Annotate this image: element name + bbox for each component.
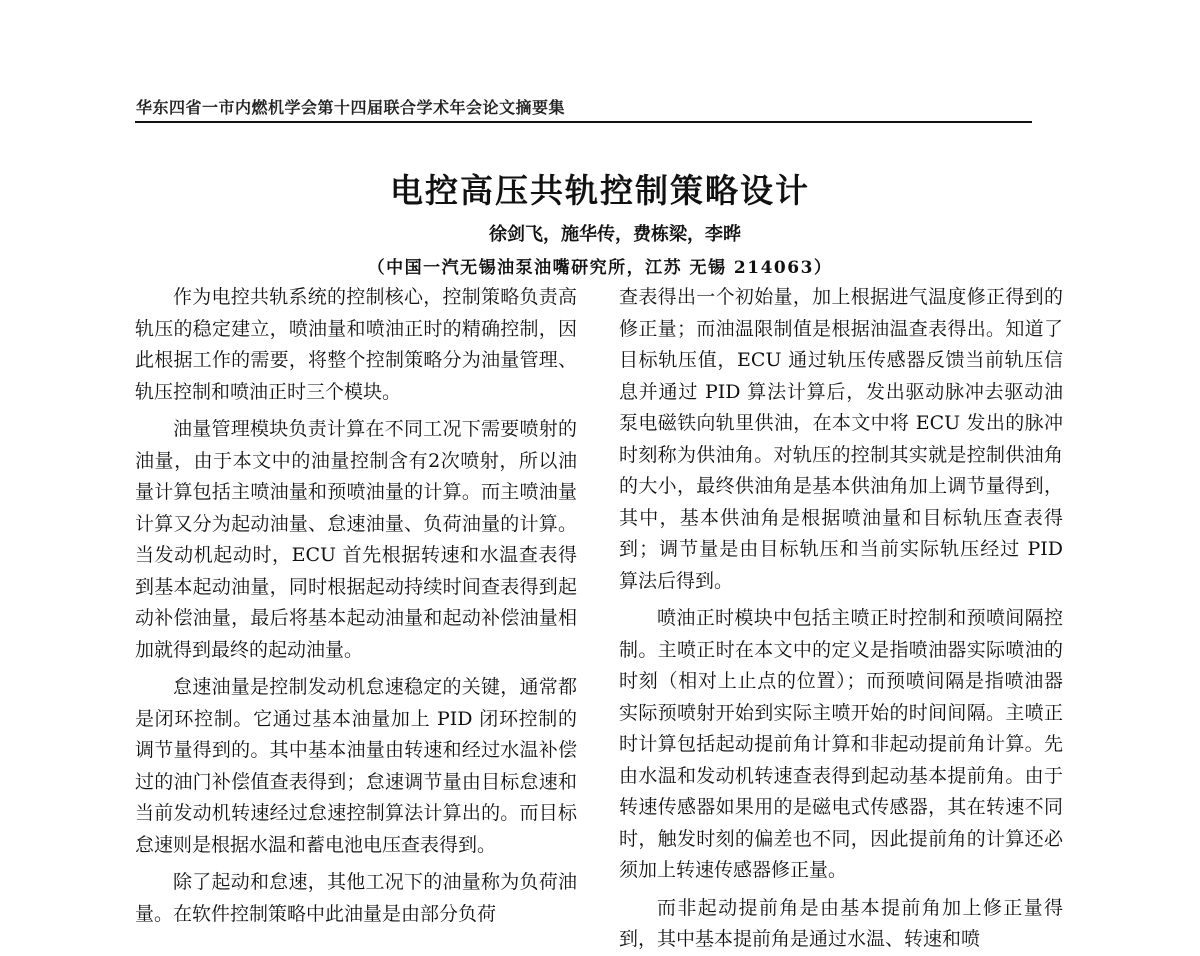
article-title: 电控高压共轨控制策略设计 — [390, 171, 810, 210]
paragraph: 喷油正时模块中包括主喷正时控制和预喷间隔控制。主喷正时在本文中的定义是指喷油器实际喷油的时刻（相对上止点的位置）；而预喷间隔是指喷油器实际预喷射开始到实际主喷开始的时间间隔。主喷正时计算包括起动提前角计算和非起动提前角计算。先由水温和发动机转速查表得到起动基本提前角。由于转速传感器如果用的是磁电式传感器，其在转速不同时，触发时刻的偏差也不同，因此提前角的计算还必须加上转速传感器修正量。 — [619, 607, 1063, 881]
running-header: 华东四省一市内燃机学会第十四届联合学术年会论文摘要集 — [136, 98, 566, 117]
header-rule — [135, 121, 1032, 123]
paragraph: 除了起动和怠速，其他工况下的油量称为负荷油量。在软件控制策略中此油量是由部分负荷 — [135, 871, 577, 925]
paragraph: 作为电控共轨系统的控制核心，控制策略负责高轨压的稳定建立，喷油量和喷油正时的精确控制，因此根据工作的需要，将整个控制策略分为油量管理、轨压控制和喷油正时三个模块。 — [135, 286, 577, 403]
paragraph: 查表得出一个初始量，加上根据进气温度修正得到的修正量；而油温限制值是根据油温查表得出。知道了目标轨压值，ECU 通过轨压传感器反馈当前轨压信息并通过 PID 算法计算后，发出驱动脉冲去驱动油泵电磁铁向轨里供油，在本文中将 ECU 发出的脉冲时刻称为供油角。对轨压的控制其实就是控制供油角的大小，最终供油角是基本供油角加上调节量得到，其中，基本供油角是根据喷油量和目标轨压查表得到；调节量是由目标轨压和当前实际轨压经过 PID 算法后得到。 — [619, 286, 1063, 592]
paragraph: 而非起动提前角是由基本提前角加上修正量得到，其中基本提前角是通过水温、转速和喷 — [619, 896, 1063, 950]
right-column — [619, 282, 1063, 956]
left-column — [135, 282, 577, 930]
paragraph: 油量管理模块负责计算在不同工况下需要喷射的油量，由于本文中的油量控制含有2次喷射，所以油量计算包括主喷油量和预喷油量的计算。而主喷油量计算又分为起动油量、怠速油量、负荷油量的计算。当发动机起动时，ECU 首先根据转速和水温查表得到基本起动油量，同时根据起动持续时间查表得到起动补偿油量，最后将基本起动油量和起动补偿油量相加就得到最终的起动油量。 — [135, 418, 577, 661]
paragraph: 怠速油量是控制发动机怠速稳定的关键，通常都是闭环控制。它通过基本油量加上 PID 闭环控制的调节量得到的。其中基本油量由转速和经过水温补偿过的油门补偿值查表得到；怠速调节量由目标怠速和当前发动机转速经过怠速控制算法计算出的。而目标怠速则是根据水温和蓄电池电压查表得到。 — [135, 676, 577, 856]
article-affiliation: （中国一汽无锡油泵油嘴研究所，江苏 无锡 214063） — [367, 258, 833, 278]
article-authors: 徐剑飞，施华传，费栋梁，李晔 — [489, 224, 741, 245]
